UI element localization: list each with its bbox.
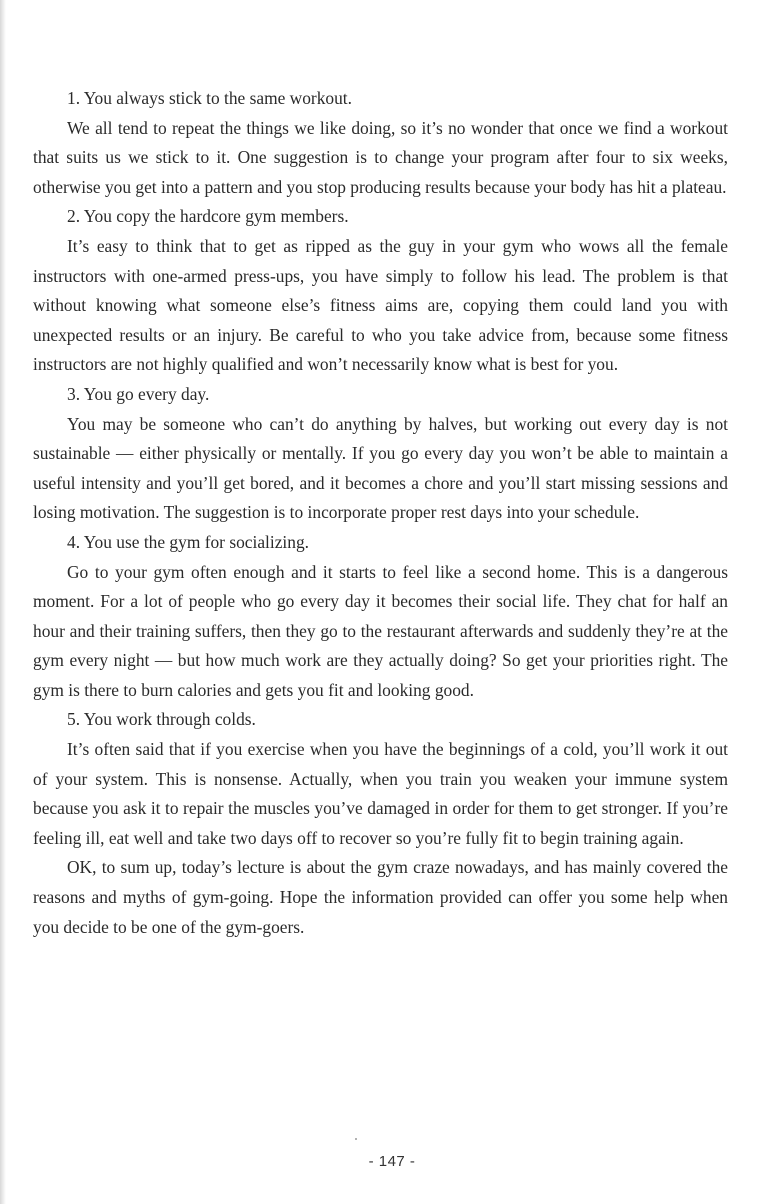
paragraph-point-1: We all tend to repeat the things we like doing, so it’s no wonder that once we find a workout that suits us we stick to it. One suggestion is to change your program after four to six weeks, otherwise you get into a pattern and you stop producing results because your body has hit a plateau. <box>33 117 728 197</box>
paragraph-point-2: It’s easy to think that to get as ripped as the guy in your gym who wows all the female instructors with one-armed press-ups, you have simply to follow his lead. The problem is that without knowing what someone else’s fitness aims are, copying them could land you with unexpected results or an injury. Be careful to who you take advice from, because some fitness instructors are not highly qualified and won’t necessarily know what is best for you. <box>33 235 728 375</box>
page-number: - 147 - <box>368 1153 416 1170</box>
heading-point-5: 5. You work through colds. <box>67 709 256 730</box>
paragraph-point-5: It’s often said that if you exercise when you have the beginnings of a cold, you’ll work it out of your system. This is nonsense. Actually, when you train you weaken your immune system because you ask it to repair the muscles you’ve damaged in order for them to get stronger. If you’re feeling ill, eat well and take two days off to recover so you’re fully fit to begin training again. <box>33 739 728 848</box>
heading-point-1: 1. You always stick to the same workout. <box>67 88 352 108</box>
page-binding-edge <box>0 0 6 1204</box>
heading-point-3: 3. You go every day. <box>67 383 210 404</box>
print-speck <box>355 1138 357 1140</box>
paragraph-conclusion: OK, to sum up, today’s lecture is about the gym craze nowadays, and has mainly covered the reasons and myths of gym-going. Hope the information provided can offer you some help when you decide to be one of the gym-goers. <box>33 857 728 937</box>
heading-point-4: 4. You use the gym for socializing. <box>67 531 309 552</box>
paragraph-point-4: Go to your gym often enough and it starts to feel like a second home. This is a dangerous moment. For a lot of people who go every day it becomes their social life. They chat for half an hour and their training suffers, then they go to the restaurant afterwards and suddenly they’re at the gym every night — but how much work are they actually doing? So get your priorities right. The gym is there to burn calories and gets you fit and looking good. <box>33 561 728 700</box>
heading-point-2: 2. You copy the hardcore gym members. <box>67 206 349 227</box>
paragraph-point-3: You may be someone who can’t do anything by halves, but working out every day is not sustainable — either physically or mentally. If you go every day you won’t be able to maintain a useful intensity and you’ll get bored, and it becomes a chore and you’ll start missing sessions and losing motivation. The suggestion is to incorporate proper rest days into your schedule. <box>33 413 728 523</box>
page-body <box>33 84 728 942</box>
